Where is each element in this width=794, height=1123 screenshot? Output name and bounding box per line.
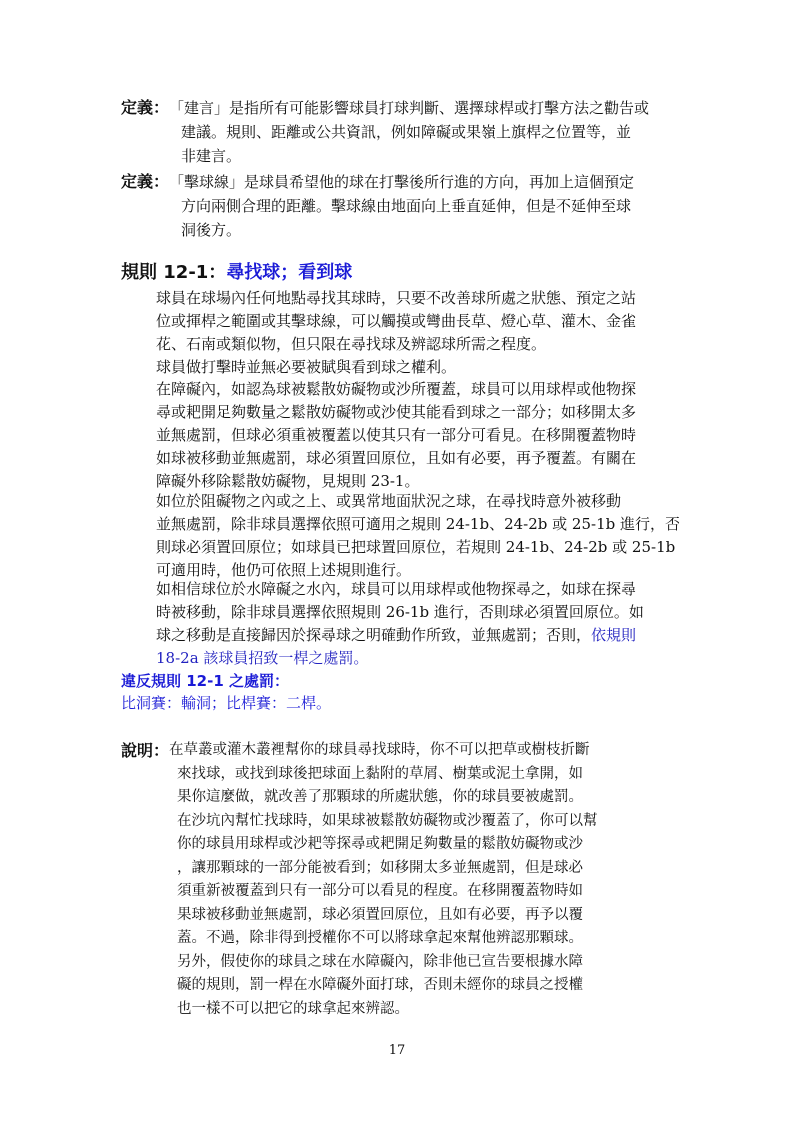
paragraph-line: 球員做打擊時並無必要被賦與看到球之權利。 [156,358,457,376]
definition-line [121,96,681,120]
paragraph-line: 可適用時，他仍可依照上述規則進行。 [156,561,412,579]
definition-text: 「建言」是指所有可能影響球員打球判斷、選擇球桿或打擊方法之勸告或 [169,99,650,117]
rule-heading [121,258,352,284]
paragraph-line: 如相信球位於水障礙之水內，球員可以用球桿或他物探尋之，如球在探尋 [156,580,637,598]
explanation-text: 果你這麼做，就改善了那顆球的所處狀態，你的球員要被處罰。 [177,789,583,805]
definition-label: 定義： [121,98,170,117]
paragraph-line: 則球必須置回原位；如球員已把球置回原位，若規則 24-1b、24-2b 或 25-1b [156,538,676,556]
explanation-block [121,739,681,1021]
definition-advice [121,96,681,168]
paragraph-line: 如球被移動並無處罰，球必須置回原位，且如有必要，再予覆蓋。有關在 [156,449,637,467]
definition-text: 方向兩側合理的距離。擊球線由地面向上垂直延伸，但是不延伸至球 [181,197,632,215]
explanation-text: 另外，假使你的球員之球在水障礙內，除非他已宣告要根據水障 [177,953,583,970]
paragraph-text: 球之移動是直接歸因於探尋球之明確動作所致，並無處罰；否則， [156,626,592,644]
explanation-text: 蓋。不過，除非得到授權你不可以將球拿起來幫他辨認那顆球。 [177,930,583,946]
definition-text: 非建言。 [181,147,242,165]
definition-text: 建議。規則、距離或公共資訊，例如障礙或果嶺上旗桿之位置等，並 [181,123,632,141]
paragraph-line [156,624,676,647]
explanation-text: 果球被移動並無處罰，球必須置回原位，且如有必要，再予以覆 [177,906,583,923]
definition-label: 定義： [121,172,170,191]
definition-text: 洞後方。 [181,221,242,239]
explanation-text: ，讓那顆球的一部分能被看到；如移開太多並無處罰，但是球必 [177,859,583,876]
rule-paragraph [156,378,676,493]
page-number: 17 [388,1043,406,1058]
rule-title: 尋找球；看到球 [226,262,353,283]
explanation-text: 礙的規則，罰一桿在水障礙外面打球，否則未經你的球員之授權 [177,977,583,993]
explanation-text: 來找球，或找到球後把球面上黏附的草屑、樹葉或泥土拿開，如 [177,765,583,782]
paragraph-line: 時被移動，除非球員選擇依照規則 26-1b 進行，否則球必須置回原位。如 [156,603,644,621]
paragraph-line: 如位於阻礙物之內或之上、或異常地面狀況之球，在尋找時意外被移動 [156,492,622,510]
rule-number: 規則 12-1： [121,262,227,283]
definition-line-of-play [121,170,681,242]
paragraph-line-highlight: 18-2a 該球員招致一桿之處罰。 [156,649,369,667]
paragraph-line: 位或揮桿之範圍或其擊球線，可以觸摸或彎曲長草、燈心草、灌木、金雀 [156,312,637,330]
penalty-title: 違反規則 12-1 之處罰： [121,672,289,690]
rule-paragraph [156,287,676,356]
paragraph-text-highlight: 依規則 [591,626,637,644]
paragraph-line: 尋或耙開足夠數量之鬆散妨礙物或沙使其能看到球之一部分；如移開太多 [156,403,637,421]
explanation-line [121,739,681,763]
explanation-text: 你的球員用球桿或沙耙等探尋或耙開足夠數量的鬆散妨礙物或沙 [177,836,583,852]
explanation-text: 也一樣不可以把它的球拿起來辨認。 [177,1000,409,1017]
rule-paragraph [156,490,680,582]
paragraph-line: 球員在球場內任何地點尋找其球時，只要不改善球所處之狀態、預定之站 [156,289,637,307]
definition-line [121,170,681,194]
explanation-text: 在草叢或灌木叢裡幫你的球員尋找球時，你不可以把草或樹枝折斷 [169,742,590,758]
explanation-text: 在沙坑內幫忙找球時，如果球被鬆散妨礙物或沙覆蓋了，你可以幫 [177,812,598,829]
definition-text: 「擊球線」是球員希望他的球在打擊後所行進的方向，再加上這個預定 [169,173,635,191]
paragraph-line: 在障礙內，如認為球被鬆散妨礙物或沙所覆蓋，球員可以用球桿或他物探 [156,380,637,398]
paragraph-line: 並無處罰，但球必須重被覆蓋以使其只有一部分可看見。在移開覆蓋物時 [156,426,637,444]
explanation-text: 須重新被覆蓋到只有一部分可以看見的程度。在移開覆蓋物時如 [177,883,583,899]
paragraph-line: 障礙外移除鬆散妨礙物，見規則 23-1。 [156,472,420,490]
penalty-text: 比洞賽：輸洞；比桿賽：二桿。 [121,694,332,712]
rule-paragraph [156,578,676,670]
explanation-label: 說明： [121,741,170,760]
paragraph-line: 花、石南或類似物，但只限在尋找球及辨認球所需之程度。 [156,335,547,353]
paragraph-line: 並無處罰，除非球員選擇依照可適用之規則 24-1b、24-2b 或 25-1b 進行，否 [156,515,680,533]
rule-paragraph [156,356,676,379]
